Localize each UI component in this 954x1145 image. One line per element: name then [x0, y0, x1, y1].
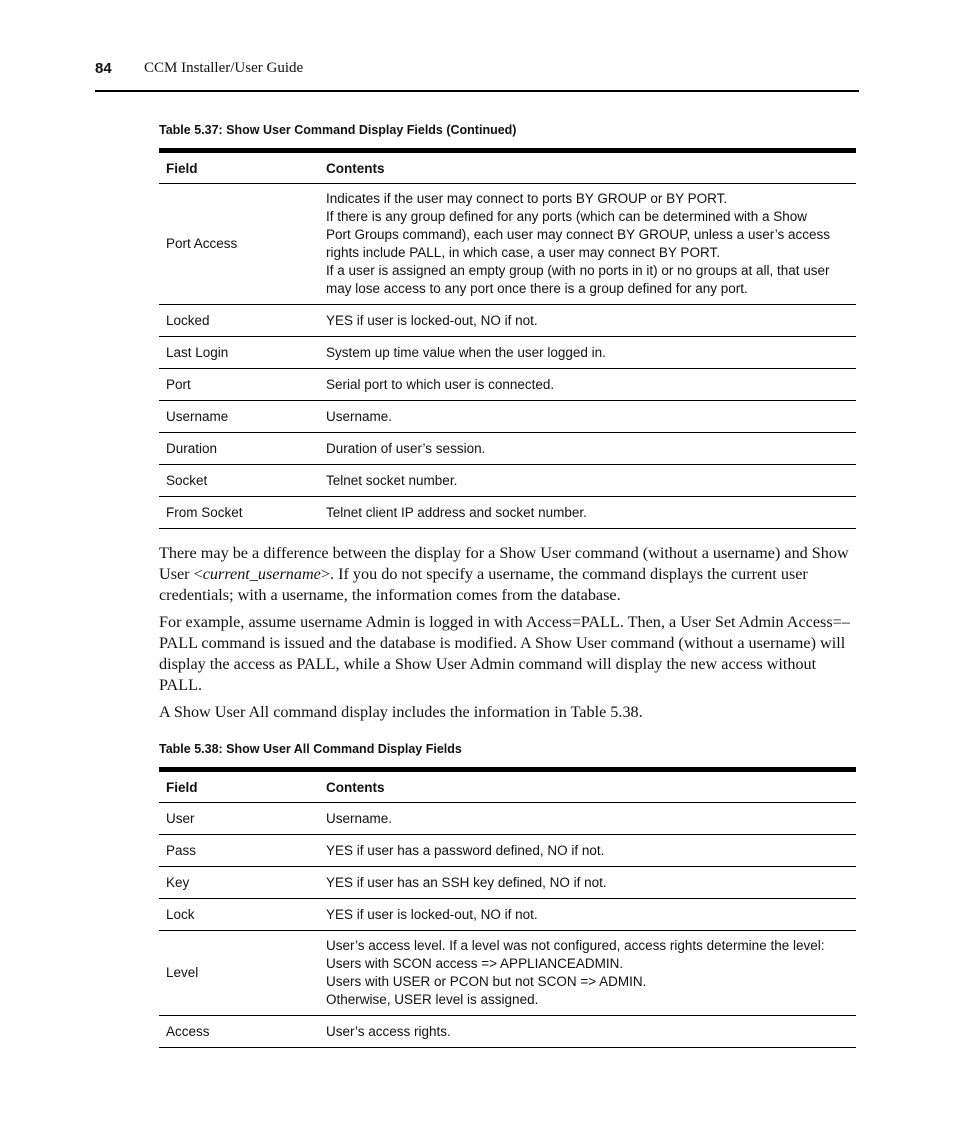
table-row	[159, 369, 856, 401]
field-cell: Pass	[159, 835, 319, 867]
page-header	[95, 58, 859, 92]
field-cell: User	[159, 803, 319, 835]
column-header-contents: Contents	[319, 151, 856, 184]
contents-cell: Duration of user’s session.	[319, 433, 856, 465]
contents-cell: YES if user is locked-out, NO if not.	[319, 899, 856, 931]
contents-line: Port Groups command), each user may connect BY GROUP, unless a user’s access	[326, 227, 830, 242]
contents-line: rights include PALL, in which case, a user may connect BY PORT.	[326, 245, 720, 260]
table-row	[159, 867, 856, 899]
contents-line: User’s access level. If a level was not configured, access rights determine the level:	[326, 938, 825, 953]
contents-cell: Telnet client IP address and socket number.	[319, 497, 856, 529]
paragraph	[159, 543, 859, 606]
table-header-row	[159, 770, 856, 803]
paragraph: A Show User All command display includes the information in Table 5.38.	[159, 703, 643, 721]
paragraph-text: >. If you do not specify a username, the command displays the current user credentials; with a username, the information comes from the database.	[159, 565, 808, 604]
contents-line: If there is any group defined for any ports (which can be determined with a Show	[326, 209, 808, 224]
field-cell: Locked	[159, 305, 319, 337]
paragraph-text: There may be a difference between the display for a Show User command (without a username) and Show User <	[159, 544, 849, 583]
table-row	[159, 305, 856, 337]
table-header-row	[159, 151, 856, 184]
contents-cell: YES if user has a password defined, NO if not.	[319, 835, 856, 867]
contents-line: Users with SCON access => APPLIANCEADMIN.	[326, 956, 624, 971]
table2	[159, 767, 856, 1048]
contents-line: may lose access to any port once there is a group defined for any port.	[326, 281, 748, 296]
table1	[159, 148, 856, 529]
paragraph-italic-text: current_username	[202, 565, 321, 583]
contents-line: Users with USER or PCON but not SCON => ADMIN.	[326, 974, 647, 989]
contents-cell: Serial port to which user is connected.	[319, 369, 856, 401]
contents-cell: User’s access rights.	[319, 1016, 856, 1048]
table-row	[159, 184, 856, 305]
contents-cell: System up time value when the user logged in.	[319, 337, 856, 369]
field-cell: Port	[159, 369, 319, 401]
table-row	[159, 465, 856, 497]
column-header-contents: Contents	[319, 770, 856, 803]
field-cell: Level	[159, 931, 319, 1016]
table-row	[159, 835, 856, 867]
field-cell: Duration	[159, 433, 319, 465]
field-cell: Socket	[159, 465, 319, 497]
table-row	[159, 1016, 856, 1048]
contents-line: Otherwise, USER level is assigned.	[326, 992, 539, 1007]
contents-cell	[319, 184, 856, 305]
table2-caption: Table 5.38: Show User All Command Display Fields	[159, 742, 462, 756]
field-cell: Key	[159, 867, 319, 899]
table1-caption: Table 5.37: Show User Command Display Fields (Continued)	[159, 123, 517, 137]
field-cell: Username	[159, 401, 319, 433]
table-row	[159, 931, 856, 1016]
field-cell: Access	[159, 1016, 319, 1048]
field-cell: From Socket	[159, 497, 319, 529]
field-cell: Port Access	[159, 184, 319, 305]
field-cell: Lock	[159, 899, 319, 931]
contents-cell: Telnet socket number.	[319, 465, 856, 497]
column-header-field: Field	[159, 151, 319, 184]
column-header-field: Field	[159, 770, 319, 803]
body-text	[159, 543, 859, 729]
contents-cell: Username.	[319, 803, 856, 835]
table-row	[159, 401, 856, 433]
paragraph: For example, assume username Admin is logged in with Access=PALL. Then, a User Set Admin Access=–PALL command is issued and the database is modified. A Show User command (without a username) will display the access as PALL, while a Show User Admin command will display the new access without PALL.	[159, 613, 850, 694]
contents-line: Indicates if the user may connect to ports BY GROUP or BY PORT.	[326, 191, 728, 206]
table-row	[159, 803, 856, 835]
page-number: 84	[95, 60, 112, 77]
table-row	[159, 899, 856, 931]
contents-cell: YES if user has an SSH key defined, NO if not.	[319, 867, 856, 899]
field-cell: Last Login	[159, 337, 319, 369]
table-row	[159, 433, 856, 465]
document-title: CCM Installer/User Guide	[144, 60, 304, 76]
table-row	[159, 497, 856, 529]
table-row	[159, 337, 856, 369]
contents-cell: Username.	[319, 401, 856, 433]
contents-line: If a user is assigned an empty group (with no ports in it) or no groups at all, that user	[326, 263, 830, 278]
contents-cell	[319, 931, 856, 1016]
contents-cell: YES if user is locked-out, NO if not.	[319, 305, 856, 337]
